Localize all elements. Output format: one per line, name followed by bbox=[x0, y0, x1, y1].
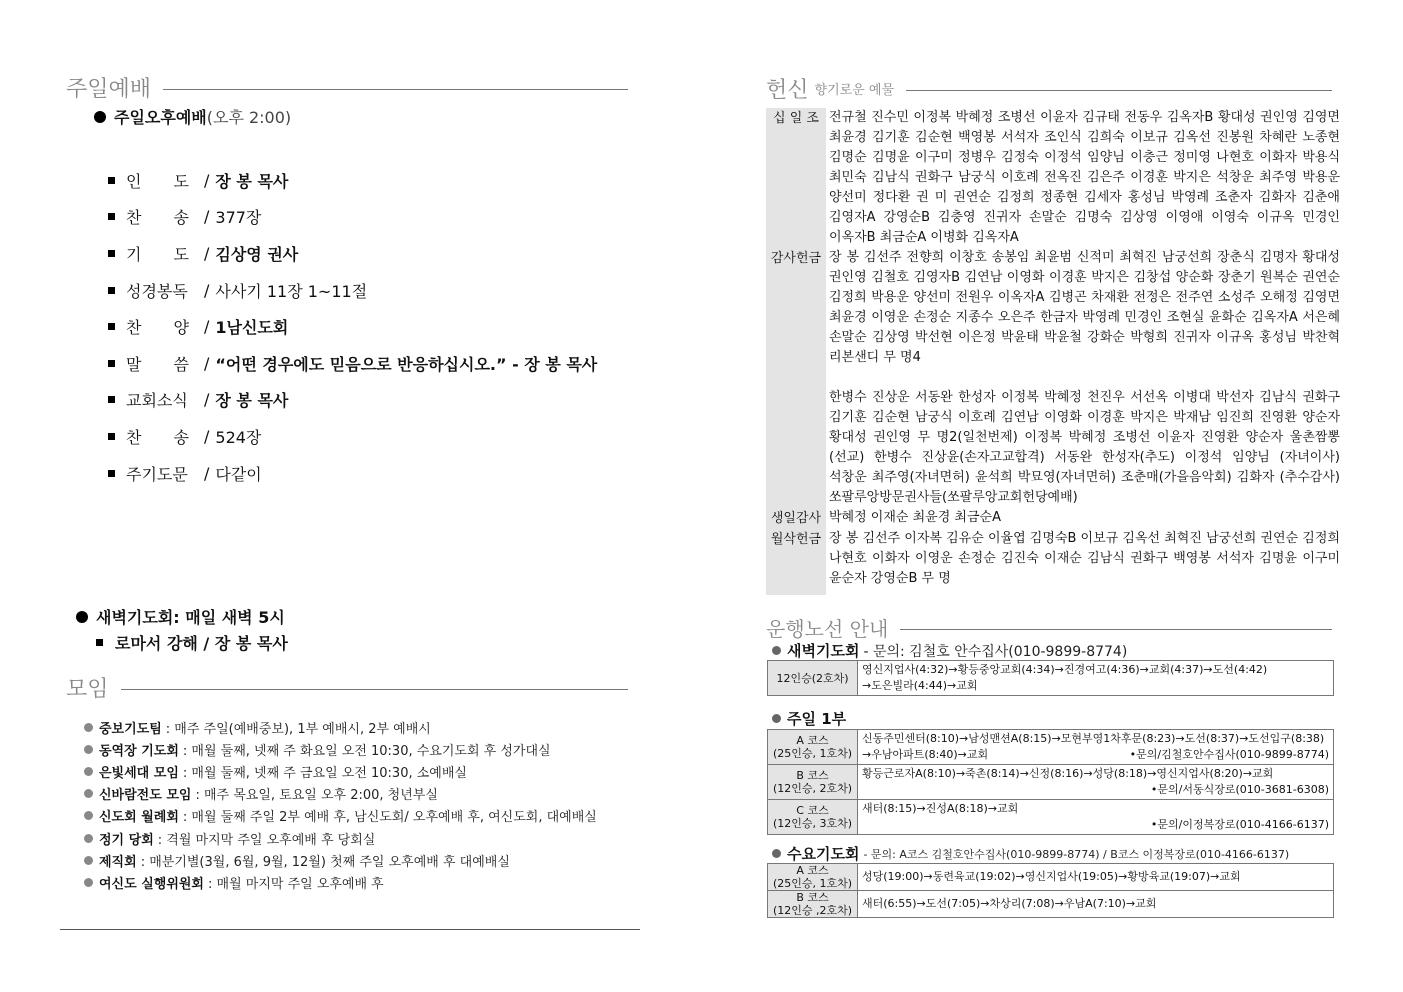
offering-names: 장 봉 김선주 전향희 이창호 송봉임 최윤범 신적미 최혁진 남궁선희 장춘식 김명자 황대성 권인영 김철호 김영자B 김연남 이영화 이경훈 박지은 김창섭 양순화 장춘기 원복순 권연순 김정희 박용운 양선미 전원우 이옥자A 김병곤 차재환 전정은 전주연 소성주 오해정 김영면 최윤경 이영운 손정순 지종수 오은주 한금자 박영례 민경인 조현실 윤화순 김옥자A 서은혜 손말순 김상영 박선현 이은정 박윤태 박윤철 강화순 박형희 진귀자 이규옥 홍성님 박찬혁 리본샌디 무 명4 bbox=[829, 250, 1340, 365]
bus-course-name: B 코스 bbox=[796, 891, 829, 904]
offering-label: 십 일 조 bbox=[773, 111, 819, 126]
dawn-bus-title: 새벽기도회 bbox=[787, 642, 860, 660]
bus-course-name: 12인승(2호차) bbox=[776, 671, 849, 685]
bus-row bbox=[768, 765, 1334, 800]
sunday-bus-title: 주일 1부 bbox=[787, 710, 847, 728]
bullet-dot-icon bbox=[772, 714, 781, 723]
gray-bullet-icon bbox=[84, 834, 93, 843]
gray-bullet-icon bbox=[84, 811, 93, 820]
dawn-bus-head bbox=[772, 640, 1127, 661]
worship-item-value: “어떤 경우에도 믿음으로 반응하십시오.” - 장 봉 목사 bbox=[215, 354, 598, 374]
sunday-bus-table bbox=[767, 729, 1334, 835]
meeting-item bbox=[84, 760, 597, 782]
bus-route-cell bbox=[858, 730, 1334, 765]
slash-separator: / bbox=[204, 426, 210, 446]
worship-item bbox=[108, 162, 597, 199]
dawn-prayer-item-text: 로마서 강해 / 장 봉 목사 bbox=[115, 634, 288, 653]
meeting-desc: : 매분기별(3월, 6월, 9월, 12월) 첫째 주일 오후예배 후 대예배실 bbox=[140, 854, 510, 870]
bus-course-cell bbox=[768, 800, 858, 835]
bus-course-vehicle: (25인승, 1호차) bbox=[772, 877, 853, 890]
slash-separator: / bbox=[204, 390, 210, 410]
heading-divider bbox=[906, 90, 1332, 91]
worship-order-list bbox=[108, 162, 597, 491]
worship-item-value: 사사기 11장 1~11절 bbox=[215, 281, 368, 301]
bus-course-name: A 코스 bbox=[796, 734, 829, 747]
meeting-name: 여신도 실행위원회 bbox=[99, 876, 204, 892]
offering-names: 장 봉 김선주 이자복 김유순 이율엽 김명숙B 이보규 김옥선 최혁진 남궁선희 권연순 김정희 나현호 이화자 이영운 손정순 김진숙 이재순 김남식 권화구 백영봉 서석자 김명윤 이구미 윤순자 강영순B 무 명 bbox=[829, 531, 1340, 586]
meeting-name: 신도회 월례회 bbox=[99, 810, 179, 826]
worship-heading bbox=[66, 72, 628, 103]
square-bullet-icon bbox=[96, 639, 103, 646]
wednesday-bus-head bbox=[772, 843, 1289, 864]
gray-bullet-icon bbox=[84, 745, 93, 754]
meeting-desc: : 매월 둘째, 넷째 주 금요일 오전 10:30, 소예배실 bbox=[182, 765, 467, 781]
worship-item-label: 찬 송 bbox=[126, 208, 189, 228]
worship-item-value: 장 봉 목사 bbox=[215, 391, 289, 411]
offering-heading-sub: 향기로운 예물 bbox=[814, 83, 894, 98]
worship-item-label: 기 도 bbox=[126, 244, 189, 264]
offering-list bbox=[766, 108, 1340, 589]
offering-group bbox=[766, 108, 1340, 248]
worship-item bbox=[108, 308, 597, 345]
bus-route-line2 bbox=[862, 782, 1329, 798]
worship-item-value: 김상영 권사 bbox=[215, 244, 299, 264]
afternoon-service-title bbox=[94, 105, 291, 128]
bus-route-line2 bbox=[862, 747, 1329, 763]
bus-route: 새터(8:15)→진성A(8:18)→교회 bbox=[862, 802, 1019, 815]
bus-route-continued: →도은빌라(4:44)→교회 bbox=[862, 679, 978, 692]
heading-divider bbox=[121, 689, 628, 690]
worship-item-label: 주기도문 bbox=[126, 464, 188, 484]
square-bullet-icon bbox=[108, 177, 115, 184]
bus-row bbox=[768, 800, 1334, 835]
square-bullet-icon bbox=[108, 470, 115, 477]
afternoon-service-time: (오후 2:00) bbox=[206, 108, 292, 127]
bus-route-line2 bbox=[862, 678, 1329, 694]
bus-contact: •문의/김철호안수집사(010-9899-8774) bbox=[1129, 748, 1329, 761]
slash-separator: / bbox=[204, 280, 210, 300]
meetings-heading-text: 모임 bbox=[66, 677, 109, 702]
bus-course-name: C 코스 bbox=[796, 804, 829, 817]
meeting-item bbox=[84, 871, 597, 893]
offering-label: 생일감사 bbox=[770, 511, 822, 526]
gray-bullet-icon bbox=[84, 789, 93, 798]
slash-separator: / bbox=[204, 463, 210, 483]
worship-item bbox=[108, 382, 597, 419]
offering-group bbox=[766, 508, 1340, 529]
slash-separator: / bbox=[204, 207, 210, 227]
worship-item-label: 찬 양 bbox=[126, 318, 189, 338]
bus-route-cell bbox=[858, 891, 1334, 918]
bus-heading-text: 운행노선 안내 bbox=[766, 617, 889, 641]
sunday-bus-head bbox=[772, 708, 846, 729]
offering-label bbox=[766, 388, 826, 508]
bus-course-name: B 코스 bbox=[796, 769, 829, 782]
bus-course-vehicle: (12인승 ,2호차) bbox=[772, 904, 853, 917]
meeting-desc: : 매주 목요일, 토요일 오후 2:00, 청년부실 bbox=[195, 788, 438, 804]
slash-separator: / bbox=[204, 170, 210, 190]
slash-separator: / bbox=[204, 243, 210, 263]
bus-route-cell bbox=[858, 800, 1334, 835]
meeting-item bbox=[84, 738, 597, 760]
offering-group bbox=[766, 388, 1340, 508]
bus-route: 신동주민센터(8:10)→남성맨션A(8:15)→모현부영1차후문(8:23)→도선(8:37)→도선입구(8:38) bbox=[862, 732, 1325, 745]
heading-divider bbox=[900, 629, 1332, 630]
meeting-item bbox=[84, 716, 597, 738]
meeting-name: 제직회 bbox=[99, 854, 137, 870]
bus-route-continued: →우남아파트(8:40)→교회 bbox=[862, 748, 989, 761]
square-bullet-icon bbox=[108, 433, 115, 440]
bus-course-cell bbox=[768, 730, 858, 765]
bullet-dot-icon bbox=[772, 849, 781, 858]
bus-contact: •문의/이정복장로(010-4166-6137) bbox=[1150, 818, 1329, 831]
offering-names: 한병수 진상운 서동완 한성자 이정복 박혜정 천진우 서선옥 이병대 박선자 김남식 권화구 김기훈 김순현 남궁식 이호례 김연남 이영화 이경훈 박지은 박재남 임진희 진영환 양순자 황대성 권인영 무 명2(일천번제) 이정복 박혜정 조병선 이윤자 진영환 양순자 울촌짬뽕(선교) 한병수 진상윤(손자고교합격) 서동완 한성자(추도) 이정석 임양님 (자녀이사) 석창운 최주영(자녀면허) 윤석희 박묘영(자녀면허) 조춘매(가을음악회) 김화자 (추수감사) 쏘팔루앙방문권사들(쏘팔루앙교회헌당예배) bbox=[829, 390, 1340, 505]
offering-names bbox=[826, 368, 1340, 388]
meeting-name: 동역장 기도회 bbox=[99, 743, 179, 759]
offering-group bbox=[766, 529, 1340, 589]
worship-item-label: 찬 송 bbox=[126, 427, 189, 447]
worship-item-value: 다같이 bbox=[215, 464, 262, 484]
bus-row bbox=[768, 891, 1334, 918]
bus-route-cell bbox=[858, 864, 1334, 891]
worship-item bbox=[108, 345, 597, 382]
meeting-item bbox=[84, 849, 597, 871]
worship-item bbox=[108, 455, 597, 492]
dawn-prayer-title bbox=[76, 605, 285, 628]
bus-row bbox=[768, 730, 1334, 765]
worship-item bbox=[108, 235, 597, 272]
worship-item-label: 말 씀 bbox=[126, 354, 189, 374]
meeting-desc: : 매주 주일(예배중보), 1부 예배시, 2부 예배시 bbox=[165, 721, 431, 737]
bus-route: 성당(19:00)→동련육교(19:02)→영신지업사(19:05)→황방육교(19:07)→교회 bbox=[862, 870, 1241, 883]
bus-contact: •문의/서동식장로(010-3681-6308) bbox=[1150, 783, 1329, 796]
meeting-desc: : 매월 둘째, 넷째 주 화요일 오전 10:30, 수요기도회 후 성가대실 bbox=[182, 743, 551, 759]
worship-item-value: 524장 bbox=[215, 427, 262, 447]
wednesday-bus-table bbox=[767, 863, 1334, 918]
worship-heading-text: 주일예배 bbox=[66, 77, 152, 102]
worship-item-value: 1남신도회 bbox=[215, 318, 289, 338]
bus-route: 새터(6:55)→도선(7:05)→차상리(7:08)→우남A(7:10)→교회 bbox=[862, 897, 1157, 910]
worship-item bbox=[108, 272, 597, 309]
meeting-desc: : 매월 둘째 주일 2부 예배 후, 남신도회/ 오후예배 후, 여신도회, 대예배실 bbox=[182, 810, 597, 826]
offering-heading bbox=[766, 73, 1332, 104]
page-bottom-rule bbox=[60, 929, 640, 930]
gray-bullet-icon bbox=[84, 767, 93, 776]
meetings-heading bbox=[66, 672, 628, 703]
bus-route-cell bbox=[858, 661, 1334, 696]
meeting-desc: : 매월 마지막 주일 오후예배 후 bbox=[208, 876, 384, 892]
square-bullet-icon bbox=[108, 287, 115, 294]
worship-item-label: 성경봉독 bbox=[126, 281, 188, 301]
worship-item-label: 인 도 bbox=[126, 171, 189, 191]
meeting-name: 중보기도팀 bbox=[99, 721, 162, 737]
offering-heading-text: 헌신 bbox=[766, 78, 809, 103]
bus-course-name: A 코스 bbox=[796, 864, 829, 877]
offering-label: 감사헌금 bbox=[770, 251, 822, 266]
bus-route-line2 bbox=[862, 817, 1329, 833]
heading-divider bbox=[163, 89, 628, 90]
square-bullet-icon bbox=[108, 323, 115, 330]
bus-course-cell bbox=[768, 661, 858, 696]
offering-names: 전규철 진수민 이정복 박혜정 조병선 이윤자 김규태 전동우 김옥자B 황대성 권인영 김영면 최윤경 김기훈 김순현 백영봉 서석자 조인식 김희숙 이보규 김옥선 진봉원 차혜란 노종현 김명순 김명윤 이구미 정병우 김정숙 이정석 임양님 이충근 정미영 나현호 이화자 박용식 최민숙 김남식 권화구 남궁식 이호례 전옥진 김은주 이경훈 박지은 석창운 최주영 박용운 양선미 정다환 권 미 권연순 김정희 정종현 김세자 홍성님 박영례 조춘자 김화자 김춘애 김영자A 강영순B 김충영 진귀자 손말순 김명숙 김상영 이영애 이영숙 이규옥 민경인 이옥자B 최금순A 이병화 김옥자A bbox=[829, 110, 1340, 245]
bus-course-cell bbox=[768, 765, 858, 800]
bus-route: 영신지업사(4:32)→황등중앙교회(4:34)→진경여고(4:36)→교회(4:37)→도선(4:42) bbox=[862, 663, 1268, 676]
meetings-list bbox=[84, 716, 597, 894]
worship-item-value: 장 봉 목사 bbox=[215, 171, 289, 191]
slash-separator: / bbox=[204, 317, 210, 337]
slash-separator: / bbox=[204, 353, 210, 373]
meeting-name: 신바람전도 모임 bbox=[99, 788, 192, 804]
dawn-bus-table bbox=[767, 660, 1334, 696]
meeting-item bbox=[84, 783, 597, 805]
bus-heading bbox=[766, 613, 1332, 642]
meeting-desc: : 격월 마지막 주일 오후예배 후 당회실 bbox=[157, 832, 376, 848]
dawn-prayer-text: 새벽기도회: 매일 새벽 5시 bbox=[96, 608, 285, 627]
dawn-bus-contact: - 문의: 김철호 안수집사(010-9899-8774) bbox=[863, 643, 1128, 660]
worship-item-label: 교회소식 bbox=[126, 391, 188, 411]
bus-route: 황등근로자A(8:10)→죽촌(8:14)→신정(8:16)→성당(8:18)→영신지업사(8:20)→교회 bbox=[862, 767, 1274, 780]
gray-bullet-icon bbox=[84, 856, 93, 865]
offering-group bbox=[766, 368, 1340, 388]
wednesday-bus-contact: - 문의: A코스 김철호안수집사(010-9899-8774) / B코스 이정복장로(010-4166-6137) bbox=[863, 847, 1290, 861]
meeting-name: 정기 당회 bbox=[99, 832, 154, 848]
meeting-item bbox=[84, 827, 597, 849]
offering-names: 박혜정 이재순 최윤경 최금순A bbox=[829, 510, 1001, 525]
gray-bullet-icon bbox=[84, 878, 93, 887]
bus-course-vehicle: (25인승, 1호차) bbox=[772, 747, 853, 760]
square-bullet-icon bbox=[108, 250, 115, 257]
wednesday-bus-title: 수요기도회 bbox=[787, 845, 860, 863]
bus-row bbox=[768, 864, 1334, 891]
bus-row bbox=[768, 661, 1334, 696]
square-bullet-icon bbox=[108, 396, 115, 403]
bus-route-cell bbox=[858, 765, 1334, 800]
square-bullet-icon bbox=[108, 360, 115, 367]
bus-course-vehicle: (12인승, 2호차) bbox=[772, 782, 853, 795]
dawn-prayer-item bbox=[96, 631, 288, 654]
worship-item bbox=[108, 418, 597, 455]
meeting-name: 은빛세대 모임 bbox=[99, 765, 179, 781]
bus-course-vehicle: (12인승, 3호차) bbox=[772, 817, 853, 830]
meeting-item bbox=[84, 805, 597, 827]
afternoon-service-name: 주일오후예배 bbox=[114, 108, 207, 127]
worship-item bbox=[108, 199, 597, 236]
offering-label: 월삭헌금 bbox=[770, 532, 822, 547]
worship-item-value: 377장 bbox=[215, 208, 262, 228]
offering-label bbox=[766, 368, 826, 388]
bullet-dot-icon bbox=[94, 111, 106, 123]
gray-bullet-icon bbox=[84, 723, 93, 732]
bullet-dot-icon bbox=[772, 646, 781, 655]
offering-group bbox=[766, 248, 1340, 368]
square-bullet-icon bbox=[108, 213, 115, 220]
bullet-dot-icon bbox=[76, 611, 88, 623]
bus-course-cell bbox=[768, 864, 858, 891]
bus-course-cell bbox=[768, 891, 858, 918]
